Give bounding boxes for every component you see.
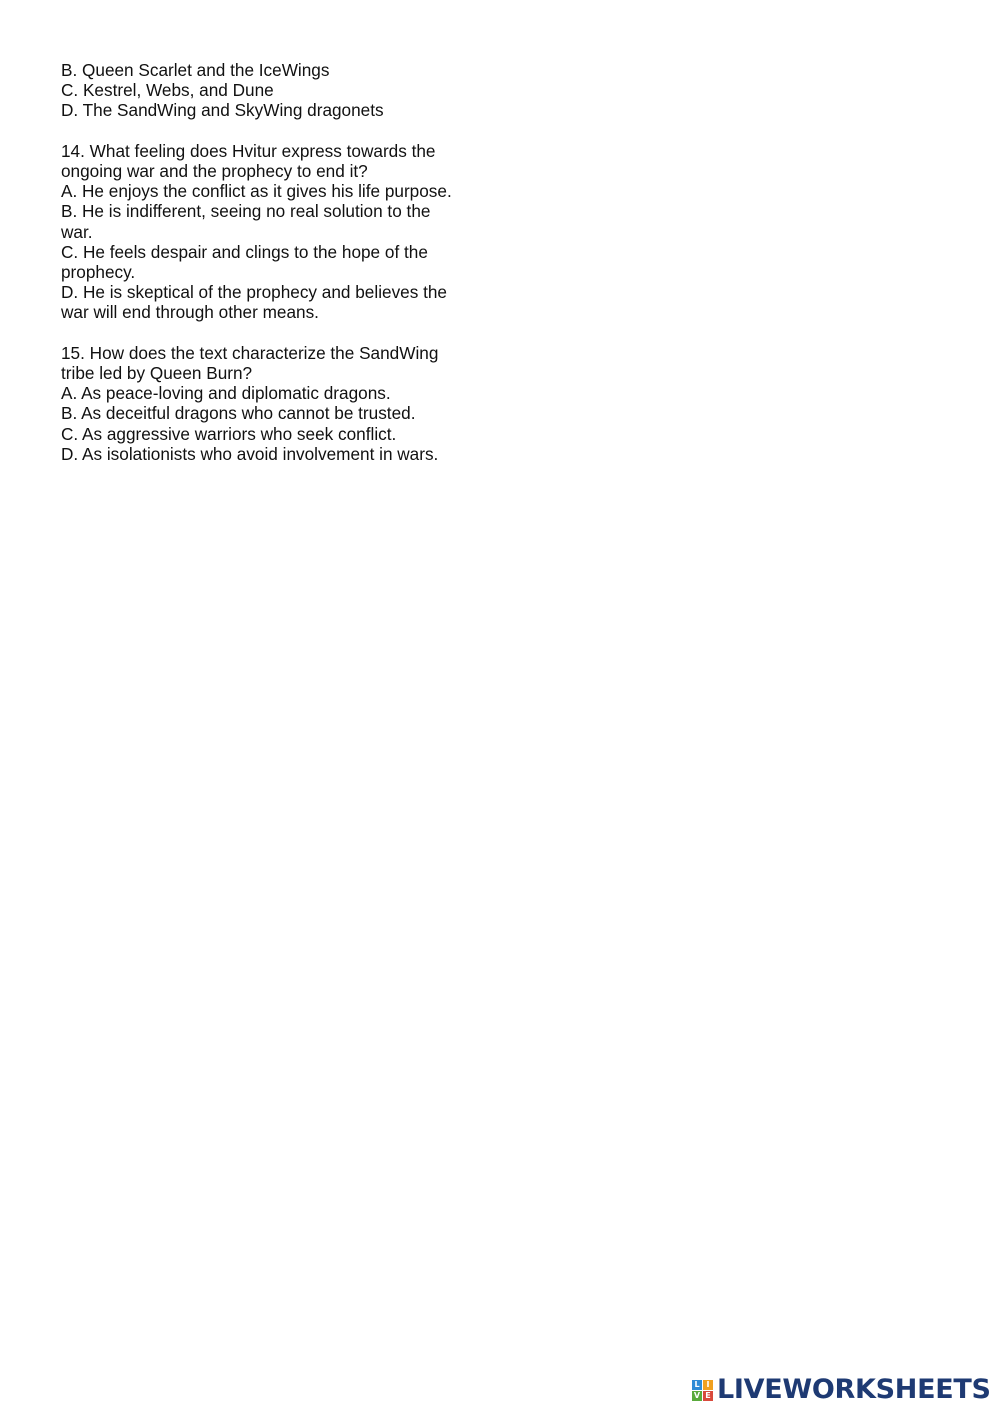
liveworksheets-brand: [692, 1374, 991, 1406]
logo-cell: E: [703, 1391, 713, 1401]
question-15: [61, 343, 491, 464]
option-line: C. Kestrel, Webs, and Dune: [61, 80, 274, 101]
option-line: D. The SandWing and SkyWing dragonets: [61, 100, 384, 121]
option-line: C. As aggressive warriors who seek conflict.: [61, 423, 397, 444]
option-line: war.: [61, 221, 93, 242]
option-line: A. He enjoys the conflict as it gives his life purpose.: [61, 181, 452, 202]
logo-cell: V: [693, 1390, 701, 1400]
question-prompt: ongoing war and the prophecy to end it?: [61, 161, 368, 181]
liveworksheets-logo-icon: [692, 1380, 713, 1401]
option-line: B. Queen Scarlet and the IceWings: [61, 60, 330, 80]
option-line: A. As peace-loving and diplomatic dragons.: [61, 383, 391, 404]
option-line: war will end through other means.: [61, 302, 319, 323]
option-line: D. He is skeptical of the prophecy and believes the: [61, 282, 447, 303]
option-line: C. He feels despair and clings to the hope of the: [61, 241, 428, 262]
question-prompt: tribe led by Queen Burn?: [61, 363, 253, 384]
question-prompt: 14. What feeling does Hvitur express towards the: [61, 140, 436, 161]
answer-options-fragment: [61, 60, 491, 121]
option-line: B. As deceitful dragons who cannot be trusted.: [61, 403, 416, 424]
worksheet-content: [61, 60, 491, 484]
question-14: [61, 141, 491, 323]
option-line: prophecy.: [61, 262, 136, 283]
brand-wordmark: LIVEWORKSHEETS: [717, 1374, 991, 1405]
logo-cell: L: [692, 1380, 702, 1390]
question-prompt: 15. How does the text characterize the SandWing: [61, 342, 439, 363]
option-line: D. As isolationists who avoid involvement in wars.: [61, 443, 439, 464]
option-line: B. He is indifferent, seeing no real solution to the: [61, 201, 431, 222]
logo-cell: I: [703, 1380, 713, 1390]
